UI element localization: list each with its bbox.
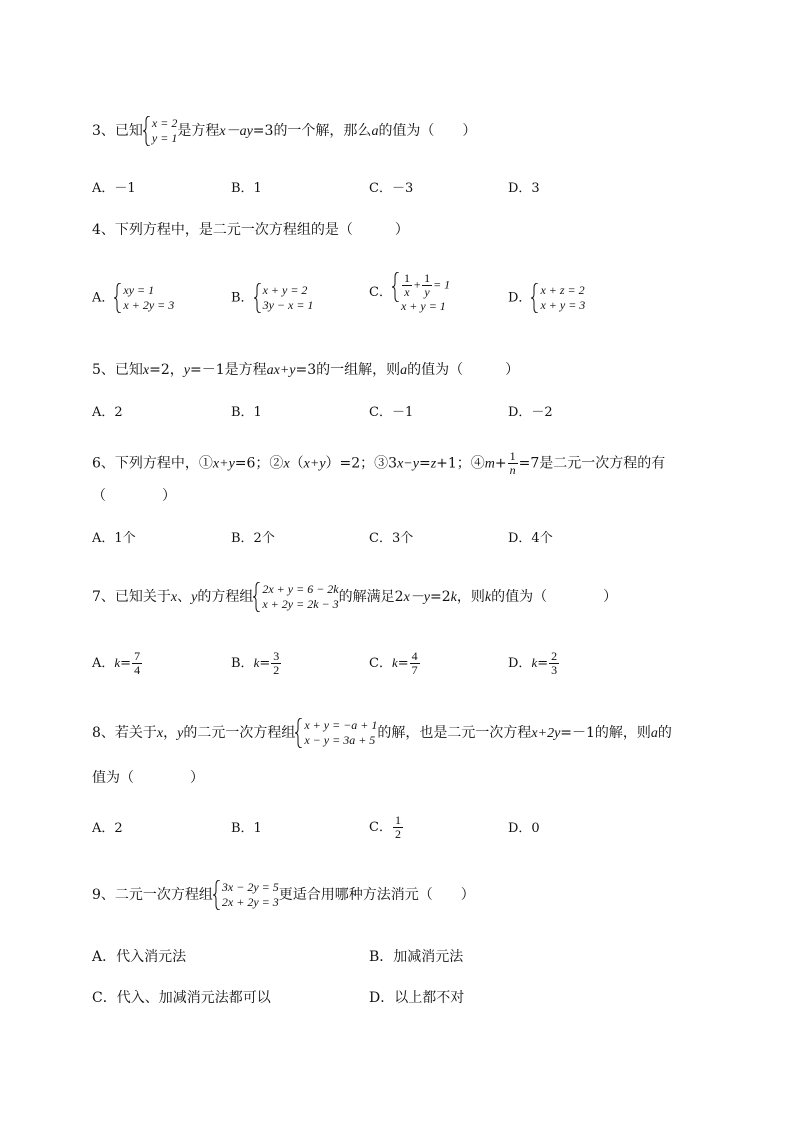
question-number: 3、 bbox=[92, 123, 115, 139]
option-d: D．k= $\frac{2}{3}$ bbox=[508, 649, 558, 677]
question-6-line-2: （ ） bbox=[92, 488, 176, 504]
option-d: D．以上都不对 bbox=[369, 990, 465, 1006]
option-c: C．3个 bbox=[369, 531, 414, 546]
option-c: C． $\frac{1}{2}$ bbox=[369, 813, 401, 841]
option-a: A．2 bbox=[92, 405, 123, 420]
option-b: B． x + y = 2 3y − x = 1 bbox=[231, 283, 314, 312]
option-a: A．代入消元法 bbox=[92, 949, 187, 965]
option-c: C．代入、加减消元法都可以 bbox=[92, 990, 271, 1006]
question-9: 9、二元一次方程组 3x − 2y = 5 2x + 2y = 3 更适合用哪种方法消元（ ） bbox=[92, 880, 475, 909]
option-c: C．k= $\frac{4}{7}$ bbox=[369, 649, 418, 677]
question-7: 7、已知关于x、y的方程组 2x + y = 6 − 2k x + 2y = 2k − 3 的解满足2x－y=2k，则k的值为（ ） bbox=[92, 582, 618, 611]
question-6: 6、下列方程中，①x+y=6；②x（x+y）=2；③3x−y=z+1；④m+ $\frac{1}{n}$ =7是二元一次方程的有 bbox=[92, 449, 666, 477]
option-d: D． x + z = 2 x + y = 3 bbox=[508, 283, 586, 312]
option-b: B．加减消元法 bbox=[369, 949, 464, 965]
question-8: 8、若关于x，y的二元一次方程组 x + y = −a + 1 x − y = 3a + 5 的解，也是二元一次方程x+2y=－1的解，则a的 bbox=[92, 718, 672, 747]
option-d: D．－2 bbox=[508, 405, 553, 420]
option-d: D．0 bbox=[508, 821, 540, 836]
option-b: B．k= $\frac{3}{2}$ bbox=[231, 649, 280, 677]
equation-system: x = 2 y = 1 bbox=[143, 116, 177, 146]
question-4: 4、下列方程中，是二元一次方程组的是（ ） bbox=[92, 222, 409, 238]
option-c: C．－1 bbox=[369, 405, 414, 420]
option-a: A．2 bbox=[92, 821, 123, 836]
option-a: A．1个 bbox=[92, 531, 136, 546]
option-a: A． xy = 1 x + 2y = 3 bbox=[92, 283, 175, 312]
option-b: B．1 bbox=[231, 405, 262, 420]
option-c: C．－3 bbox=[369, 181, 414, 196]
option-d: D．3 bbox=[508, 181, 540, 196]
question-5: 5、已知x=2，y=－1是方程ax+y=3的一组解，则a的值为（ ） bbox=[92, 362, 520, 378]
option-b: B．1 bbox=[231, 821, 262, 836]
option-d: D．4个 bbox=[508, 531, 553, 546]
question-8-line-2: 值为（ ） bbox=[92, 770, 204, 786]
option-b: B．2个 bbox=[231, 531, 275, 546]
option-a: A．k= $\frac{7}{4}$ bbox=[92, 649, 141, 677]
option-c: C． $\frac{1}{x}$ + $\frac{1}{y}$ = 1 x + y = 1 bbox=[369, 271, 451, 313]
question-3: 3、已知 x = 2 y = 1 是方程x－ay=3的一个解，那么a的值为（ ） bbox=[92, 116, 477, 145]
option-a: A．－1 bbox=[92, 181, 136, 196]
option-b: B．1 bbox=[231, 181, 262, 196]
